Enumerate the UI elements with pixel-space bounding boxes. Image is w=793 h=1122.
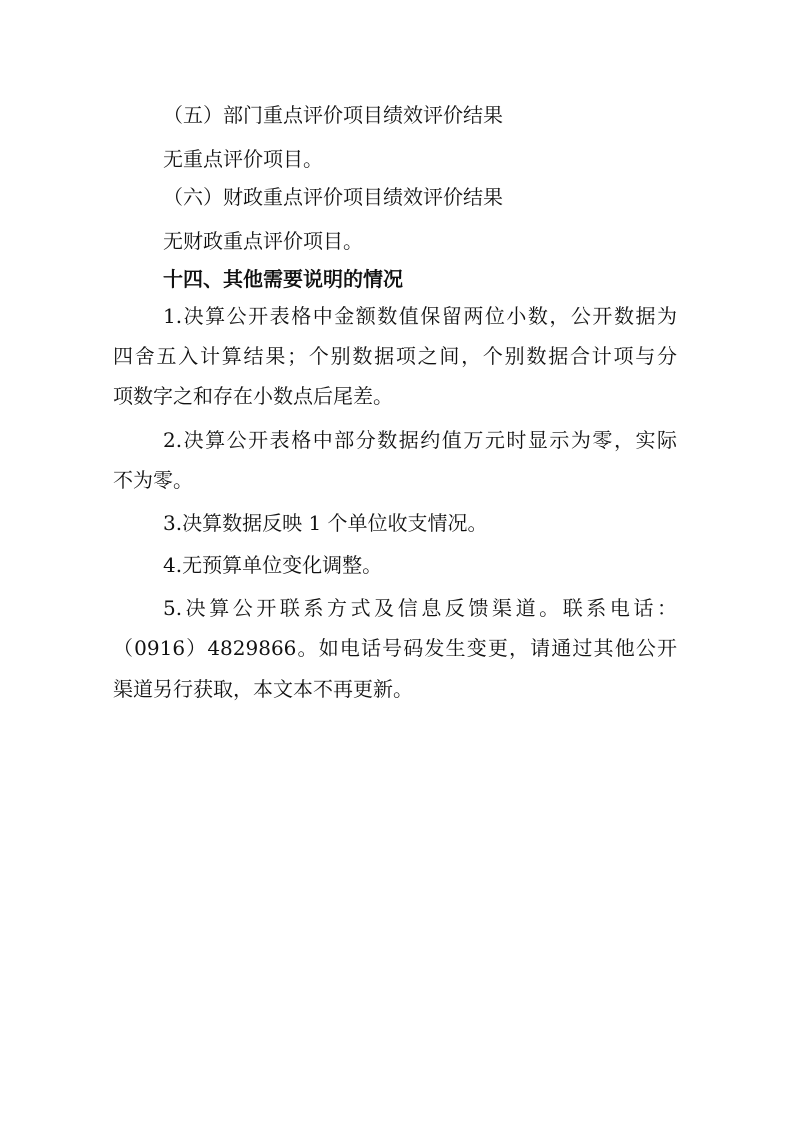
- subsection-heading-5: （五）部门重点评价项目绩效评价结果: [163, 103, 503, 127]
- paragraph-1-line-3: 项数字之和存在小数点后尾差。: [113, 384, 393, 408]
- section-heading-14: 十四、其他需要说明的情况: [163, 267, 403, 291]
- paragraph-2-line-1: 2.决算公开表格中部分数据约值万元时显示为零，实际: [163, 428, 677, 452]
- paragraph-1-line-1: 1.决算公开表格中金额数值保留两位小数，公开数据为: [163, 304, 677, 328]
- paragraph-5-line-1: 5.决算公开联系方式及信息反馈渠道。联系电话：: [163, 596, 677, 620]
- paragraph-5-line-2: （0916）4829866。如电话号码发生变更，请通过其他公开: [113, 636, 677, 660]
- subsection-heading-6: （六）财政重点评价项目绩效评价结果: [163, 185, 503, 209]
- paragraph-no-key-evaluation: 无重点评价项目。: [163, 147, 323, 171]
- paragraph-3: 3.决算数据反映 1 个单位收支情况。: [163, 511, 488, 535]
- paragraph-no-finance-evaluation: 无财政重点评价项目。: [163, 229, 363, 253]
- paragraph-5-line-3: 渠道另行获取，本文本不再更新。: [113, 677, 413, 701]
- paragraph-2-line-2: 不为零。: [113, 468, 193, 492]
- paragraph-1-line-2: 四舍五入计算结果；个别数据项之间，个别数据合计项与分: [113, 344, 677, 368]
- paragraph-4: 4.无预算单位变化调整。: [163, 553, 383, 577]
